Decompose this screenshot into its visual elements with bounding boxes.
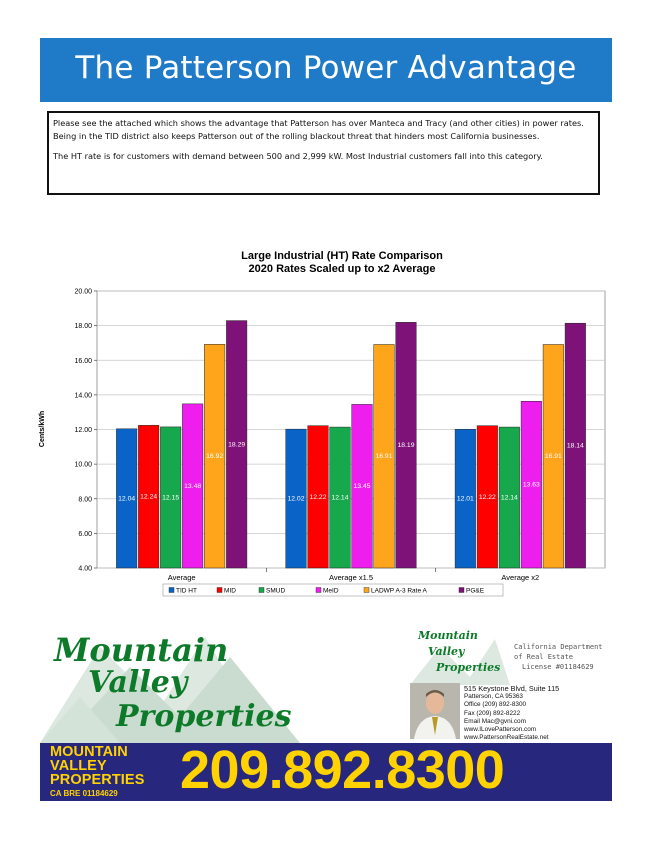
data-label: 12.02 — [287, 495, 305, 503]
category-label: Average x1.5 — [328, 573, 374, 582]
data-label: 12.01 — [456, 495, 474, 503]
data-label: 16.92 — [206, 453, 224, 461]
contact-line: Email Mac@gvni.com — [464, 717, 526, 725]
legend-swatch — [364, 588, 369, 593]
data-label: 16.91 — [544, 453, 562, 461]
data-label: 13.48 — [184, 482, 202, 490]
legend-label: SMUD — [266, 587, 286, 595]
y-tick-label: 4.00 — [78, 565, 92, 573]
company-logo — [54, 631, 292, 741]
notice-paragraph-1: Please see the attached which shows the advantage that Patterson has over Manteca and Tracy (and other cities) in power rates. Being in the TID district also keeps Patterson out of the rolling blackout threat that hinders most California businesses. — [53, 118, 584, 141]
legend-swatch — [217, 588, 222, 593]
y-tick-label: 12.00 — [74, 427, 92, 434]
legend-swatch — [316, 588, 321, 593]
y-tick-label: 18.00 — [74, 323, 92, 331]
contact-line: 515 Keystone Blvd, Suite 115 — [464, 684, 560, 693]
logo-word: Mountain — [54, 631, 229, 669]
company-name-block — [50, 745, 168, 799]
rate-comparison-chart — [30, 247, 618, 600]
contact-line: www.PattersonRealEstate.net — [464, 734, 549, 742]
contact-line: Office (209) 892-8300 — [464, 701, 527, 709]
logo-word: Mountain — [418, 629, 478, 642]
logo-word: Properties — [116, 699, 292, 734]
company-name-line: PROPERTIES — [50, 772, 145, 788]
dre-license — [514, 642, 612, 672]
data-label: 12.04 — [118, 495, 136, 503]
data-label: 12.24 — [140, 493, 158, 501]
company-name-line: VALLEY — [50, 758, 107, 774]
title-banner — [40, 38, 612, 102]
data-label: 13.45 — [353, 483, 371, 491]
notice-paragraph-2: The HT rate is for customers with demand between 500 and 2,999 kW. Most Industrial customers fall into this category. — [53, 151, 543, 161]
y-tick-label: 8.00 — [78, 496, 92, 504]
legend-label: MID — [224, 587, 236, 595]
page-title: The Patterson Power Advantage — [75, 50, 577, 86]
legend-swatch — [259, 588, 264, 593]
company-license: CA BRE 01184629 — [50, 789, 118, 798]
y-axis-label: Cents/kWh — [39, 410, 46, 448]
data-label: 12.14 — [500, 494, 518, 502]
contact-info — [464, 685, 559, 742]
legend-swatch — [459, 588, 464, 593]
data-label: 18.29 — [228, 441, 246, 449]
dre-line: California Department of Real Estate — [514, 643, 603, 661]
data-label: 12.22 — [309, 493, 327, 501]
contact-line: Patterson, CA 95363 — [464, 693, 523, 701]
contact-line: www.ILovePatterson.com — [464, 726, 537, 734]
y-tick-label: 10.00 — [74, 461, 92, 469]
y-tick-label: 20.00 — [74, 288, 92, 296]
company-logo-small — [414, 627, 504, 685]
data-label: 12.14 — [331, 494, 349, 502]
data-label: 12.15 — [162, 494, 180, 502]
y-tick-label: 14.00 — [74, 392, 92, 400]
y-tick-label: 16.00 — [74, 357, 92, 365]
data-label: 12.22 — [478, 493, 496, 501]
chart-title: Large Industrial (HT) Rate Comparison — [241, 250, 443, 262]
data-label: 18.19 — [397, 442, 415, 450]
phone-number: 209.892.8300 — [180, 740, 505, 800]
legend-label: LADWP A-3 Rate A — [371, 587, 427, 595]
logo-word: Properties — [436, 661, 501, 674]
chart-subtitle: 2020 Rates Scaled up to x2 Average — [248, 263, 436, 275]
category-label: Average x2 — [501, 573, 540, 582]
legend-label: MeID — [323, 587, 339, 595]
category-label: Average — [167, 573, 196, 582]
legend-swatch — [169, 588, 174, 593]
contact-line: Fax (209) 892-8222 — [464, 709, 521, 717]
y-tick-label: 6.00 — [78, 530, 92, 538]
data-label: 18.14 — [566, 442, 584, 450]
logo-word: Valley — [428, 645, 465, 658]
company-name-line: MOUNTAIN — [50, 744, 128, 760]
data-label: 16.91 — [375, 453, 393, 461]
chart-svg — [30, 247, 618, 600]
legend-label: PG&E — [466, 587, 485, 595]
real-estate-ad — [40, 627, 612, 801]
dre-line: License #01184629 — [522, 663, 594, 671]
notice-box — [47, 111, 600, 195]
data-label: 13.63 — [522, 481, 540, 489]
logo-word: Valley — [88, 665, 188, 700]
legend-label: TID HT — [176, 587, 197, 595]
agent-photo — [410, 683, 460, 739]
